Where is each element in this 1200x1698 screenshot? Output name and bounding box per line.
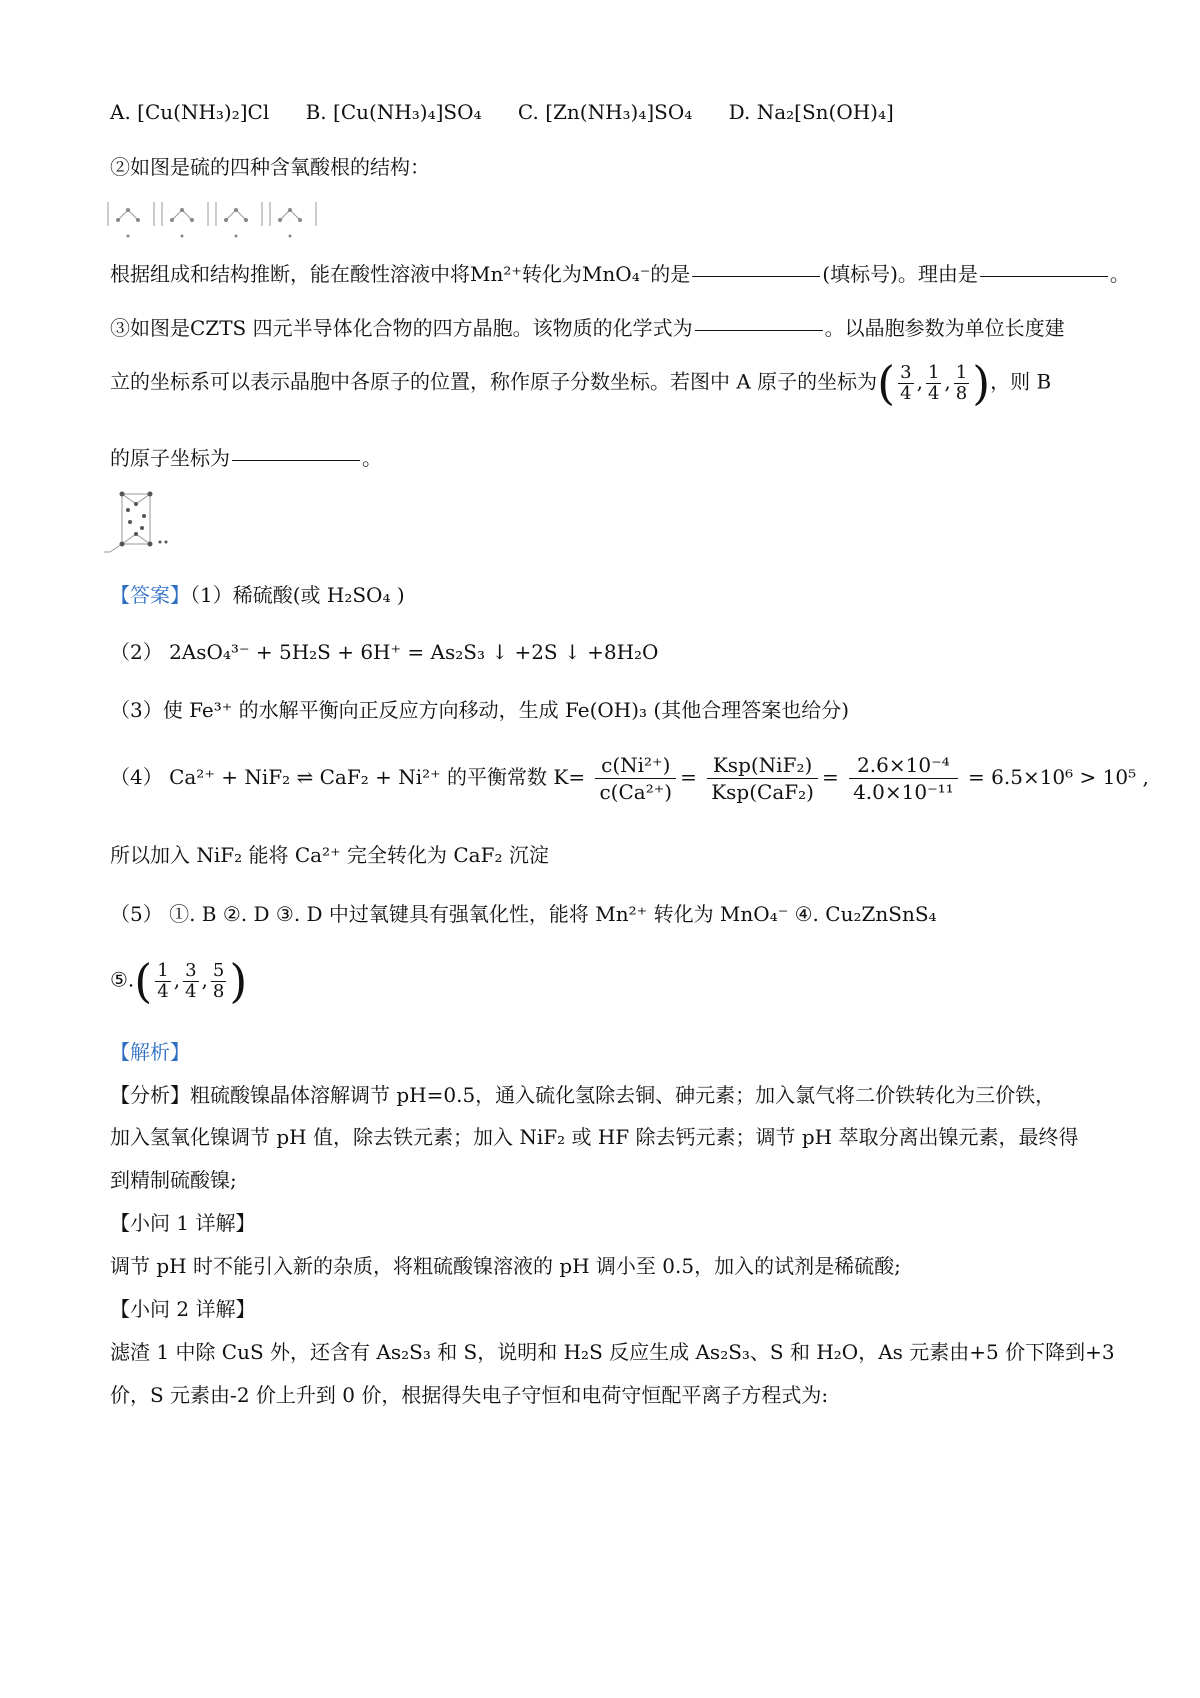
analysis-label: 【解析】 xyxy=(110,1040,190,1064)
subquestion-1-heading: 【小问 1 详解】 xyxy=(110,1211,256,1235)
answer-blank[interactable] xyxy=(232,459,360,461)
analysis-p2: 加入氢氧化镍调节 pH 值，除去铁元素；加入 NiF₂ 或 HF 除去钙元素；调节 pH 萃取分离出镍元素，最终得 xyxy=(110,1125,1079,1149)
option-a: A. [Cu(NH₃)₂]Cl xyxy=(110,100,270,124)
answer-3: （3）使 Fe³⁺ 的水解平衡向正反应方向移动，生成 Fe(OH)₃ (其他合理答案也给分) xyxy=(110,698,850,722)
answer-4b: 所以加入 NiF₂ 能将 Ca²⁺ 完全转化为 CaF₂ 沉淀 xyxy=(110,843,549,867)
crystal-cell-figure xyxy=(100,490,180,554)
analysis-p3: 到精制硫酸镍; xyxy=(110,1168,237,1192)
answer-5: （5） ①. B ②. D ③. D 中过氧键具有强氧化性，能将 Mn²⁺ 转化为 MnO₄⁻ ④. Cu₂ZnSnS₄ xyxy=(110,902,937,926)
subquestion-2-heading: 【小问 2 详解】 xyxy=(110,1297,256,1321)
option-d: D. Na₂[Sn(OH)₄] xyxy=(728,100,894,124)
answer-blank[interactable] xyxy=(980,275,1108,277)
answer-blank[interactable] xyxy=(695,329,823,331)
part2-question: 根据组成和结构推断，能在酸性溶液中将Mn²⁺转化为MnO₄⁻的是 (填标号)。理由是 。 xyxy=(110,262,1130,286)
subquestion-2-text-1: 滤渣 1 中除 CuS 外，还含有 As₂S₃ 和 S，说明和 H₂S 反应生成 As₂S₃、S 和 H₂O，As 元素由+5 价下降到+3 xyxy=(110,1340,1115,1364)
answer-5b: ⑤.( $\frac{1}{4}$ , $\frac{3}{4}$ , $\frac{5}{8}$ ) xyxy=(110,954,248,1008)
part3-line3: 的原子坐标为 。 xyxy=(110,446,382,470)
answer-4: （4） Ca²⁺ + NiF₂ ⇌ CaF₂ + Ni²⁺ 的平衡常数 K= $\frac{\text{c(Ni²⁺)}}{\text{c(Ca²⁺)}}$ = Ksp(NiF₂) Ksp(CaF₂) = $\frac{\text{2.6×10⁻⁴}}{\text{4.0×10⁻¹¹}}$ = 6.5×10⁶ > 10⁵ , xyxy=(110,753,1149,804)
option-b: B. [Cu(NH₃)₄]SO₄ xyxy=(305,100,482,124)
answer-label: 【答案】 xyxy=(110,583,190,607)
option-c: C. [Zn(NH₃)₄]SO₄ xyxy=(517,100,693,124)
answer-1: 【答案】（1）稀硫酸(或 H₂SO₄ ) xyxy=(110,583,405,607)
subquestion-2-text-2: 价，S 元素由-2 价上升到 0 价，根据得失电子守恒和电荷守恒配平离子方程式为: xyxy=(110,1383,829,1407)
subquestion-1-text: 调节 pH 时不能引入新的杂质，将粗硫酸镍溶液的 pH 调小至 0.5，加入的试剂是稀硫酸; xyxy=(110,1254,901,1278)
answer-blank[interactable] xyxy=(692,275,820,277)
part2-intro: ②如图是硫的四种含氧酸根的结构： xyxy=(110,155,430,179)
sulfur-oxyacid-structures-figure xyxy=(104,196,334,240)
options-row xyxy=(110,100,924,124)
answer-2: （2） 2AsO₄³⁻ + 5H₂S + 6H⁺ = As₂S₃ ↓ +2S ↓ +8H₂O xyxy=(110,640,659,664)
part3-line2: 立的坐标系可以表示晶胞中各原子的位置，称作原子分数坐标。若图中 A 原子的坐标为( $\frac{3}{4}$ , $\frac{1}{4}$ , $\frac{1}{8}$ )，则 B xyxy=(110,356,1052,410)
part3-line1: ③如图是CZTS 四元半导体化合物的四方晶胞。该物质的化学式为 。以晶胞参数为单位长度建 xyxy=(110,316,1065,340)
analysis-p1: 【分析】粗硫酸镍晶体溶解调节 pH=0.5，通入硫化氢除去铜、砷元素；加入氯气将二价铁转化为三价铁， xyxy=(110,1083,1056,1107)
